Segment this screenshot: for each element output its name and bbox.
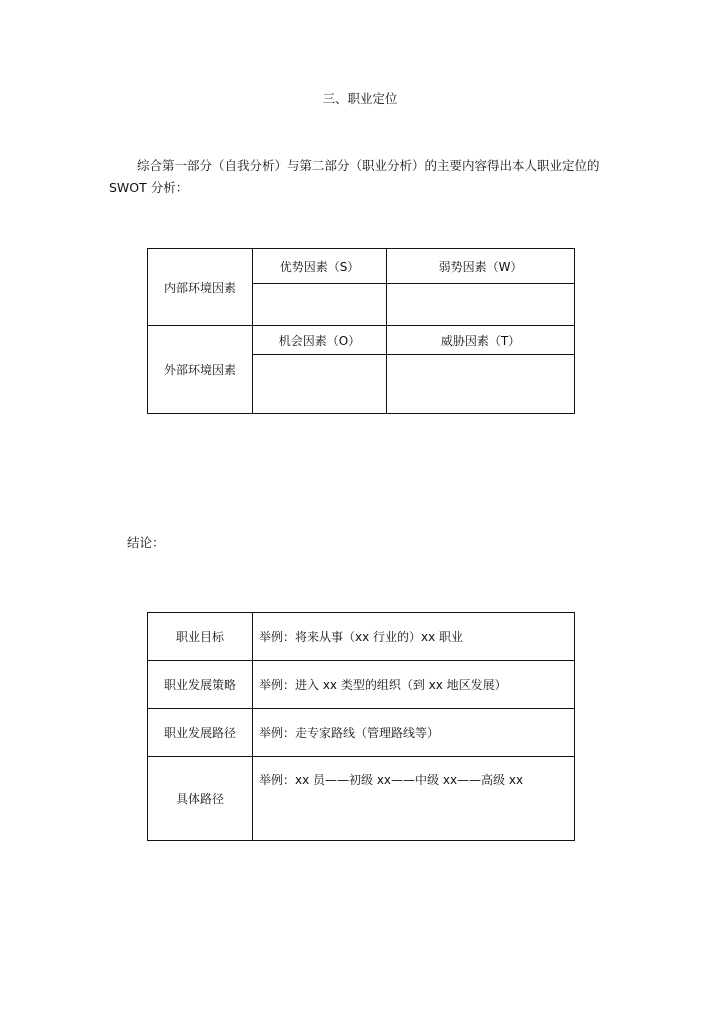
row-label: 职业发展路径 (148, 709, 253, 757)
swot-weaknesses-cell[interactable] (387, 284, 575, 326)
swot-strengths-header: 优势因素（S） (253, 249, 387, 284)
swot-threats-cell[interactable] (387, 355, 575, 414)
row-value: 举例：进入 xx 类型的组织（到 xx 地区发展） (253, 661, 575, 709)
intro-line-1: 综合第一部分（自我分析）与第二部分（职业分析）的主要内容得出本人职业定位的 (137, 158, 600, 173)
swot-table (147, 248, 575, 414)
conclusion-label: 结论： (127, 535, 165, 550)
row-label: 职业发展策略 (148, 661, 253, 709)
table-row (148, 661, 575, 709)
swot-opportunities-cell[interactable] (253, 355, 387, 414)
intro-line-2: SWOT 分析： (109, 180, 189, 195)
swot-external-label: 外部环境因素 (148, 326, 253, 414)
conclusion-table (147, 612, 575, 841)
swot-threats-header: 威胁因素（T） (387, 326, 575, 355)
intro-paragraph (109, 155, 619, 199)
swot-internal-label: 内部环境因素 (148, 249, 253, 326)
table-row (148, 613, 575, 661)
table-row (148, 709, 575, 757)
section-title: 三、职业定位 (322, 91, 398, 106)
row-value: 举例：xx 员——初级 xx——中级 xx——高级 xx (253, 757, 575, 841)
row-label: 具体路径 (148, 757, 253, 841)
row-value: 举例：将来从事（xx 行业的）xx 职业 (253, 613, 575, 661)
swot-strengths-cell[interactable] (253, 284, 387, 326)
swot-weaknesses-header: 弱势因素（W） (387, 249, 575, 284)
row-label: 职业目标 (148, 613, 253, 661)
row-value: 举例：走专家路线（管理路线等） (253, 709, 575, 757)
table-row (148, 757, 575, 841)
swot-opportunities-header: 机会因素（O） (253, 326, 387, 355)
